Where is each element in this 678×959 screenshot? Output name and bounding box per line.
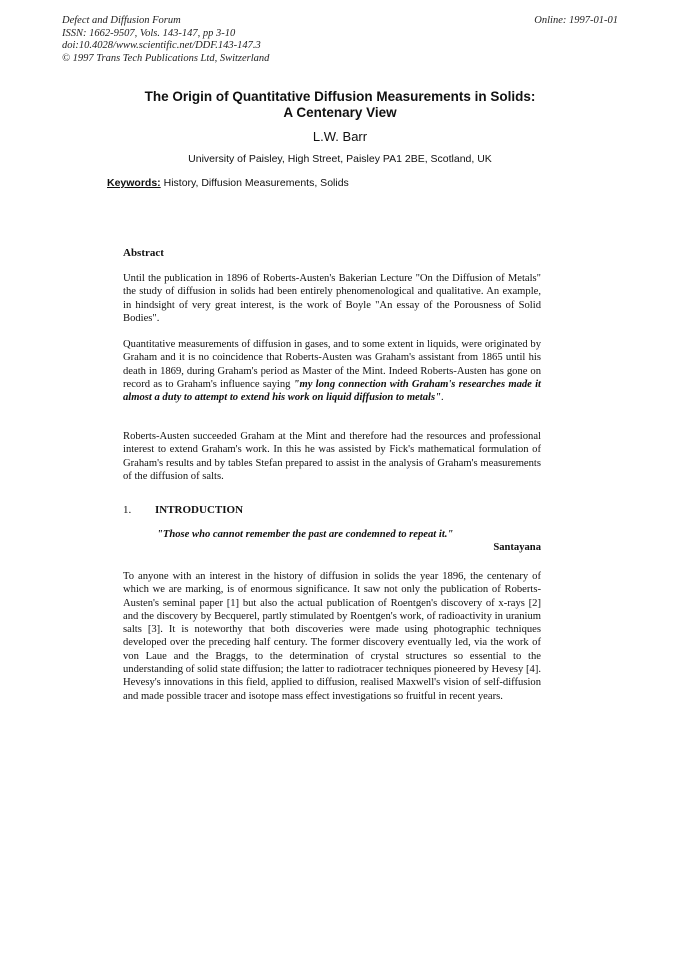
introduction-paragraph-1: To anyone with an interest in the history of diffusion in solids the year 1896, the centenary of which we are marking, is of enormous significance. It saw not only the publication of Roberts-Austen's seminal paper [1] but also the actual publication of Roentgen's discovery of x-rays [2] and the discovery by Becquerel, partly stimulated by Roentgen's work, of radioactivity in uranium salts [3]. It is noteworthy that both discoveries were made using photographic techniques developed over the preceding half century. The former discovery eventually led, via the work of von Laue and the Braggs, to the determination of crystal structures so essential to the understanding of solid state diffusion; the latter to radiotracer techniques pioneered by Hevesy [4]. Hevesy's innovations in this field, applied to diffusion, realised Maxwell's vision of self-diffusion and made possible tracer and isotope mass effect investigations so fruitful in recent years. <box>123 571 541 702</box>
author-affiliation: University of Paisley, High Street, Paisley PA1 2BE, Scotland, UK <box>188 153 492 165</box>
keywords-label: Keywords: <box>107 177 161 189</box>
keywords-line <box>107 177 607 189</box>
paper-title <box>62 89 618 121</box>
abstract-paragraph-2-end: . <box>440 392 444 404</box>
abstract-paragraph-3: Roberts-Austen succeeded Graham at the Mint and therefore had the resources and professional interest to extend Graham's work. In this he was assisted by Fick's mathematical formulation of Graham's results and by tables Stefan prepared to assist in the analysis of Graham's measurements of the diffusion of salts. <box>123 431 541 482</box>
author-name: L.W. Barr <box>312 129 368 144</box>
section-heading-introduction <box>123 504 243 516</box>
copyright-line: © 1997 Trans Tech Publications Ltd, Switzerland <box>62 52 270 64</box>
epigraph-attribution: Santayana <box>493 542 541 553</box>
online-date: Online: 1997-01-01 <box>534 15 618 26</box>
issn-line: ISSN: 1662-9507, Vols. 143-147, pp 3-10 <box>62 27 236 39</box>
epigraph-quote: "Those who cannot remember the past are condemned to repeat it." <box>157 529 454 540</box>
abstract-paragraph-2 <box>123 338 541 404</box>
section-name: INTRODUCTION <box>155 504 244 516</box>
title-line-2: A Centenary View <box>283 105 397 120</box>
abstract-paragraph-1: Until the publication in 1896 of Roberts-Austen's Bakerian Lecture "On the Diffusion of Metals" the study of diffusion in solids had been entirely phenomenological and qualitative. An example, in hindsight of very great interest, is the work of Boyle "An essay of the Porousness of Solid Bodies". <box>123 273 541 324</box>
abstract-paragraph-2-quote: "my long connection with Graham's researches made it almost a duty to attempt to extend his work on liquid diffusion to metals" <box>123 378 541 404</box>
abstract-heading: Abstract <box>123 247 164 259</box>
section-number: 1. <box>123 504 132 516</box>
doi-line: doi:10.4028/www.scientific.net/DDF.143-147.3 <box>62 40 261 52</box>
title-line-1: The Origin of Quantitative Diffusion Measurements in Solids: <box>144 89 536 104</box>
abstract-paragraph-2-text: Quantitative measurements of diffusion in gases, and to some extent in liquids, were originated by Graham and it is no coincidence that Roberts-Austen was Graham's assistant from 1865 until his death in 1869, during Graham's period as Master of the Mint. Indeed Roberts-Austen has gone on record as to Graham's influence saying <box>123 339 541 390</box>
keywords-text: History, Diffusion Measurements, Solids <box>160 177 349 189</box>
journal-name: Defect and Diffusion Forum <box>62 15 181 26</box>
page-header <box>62 15 618 65</box>
